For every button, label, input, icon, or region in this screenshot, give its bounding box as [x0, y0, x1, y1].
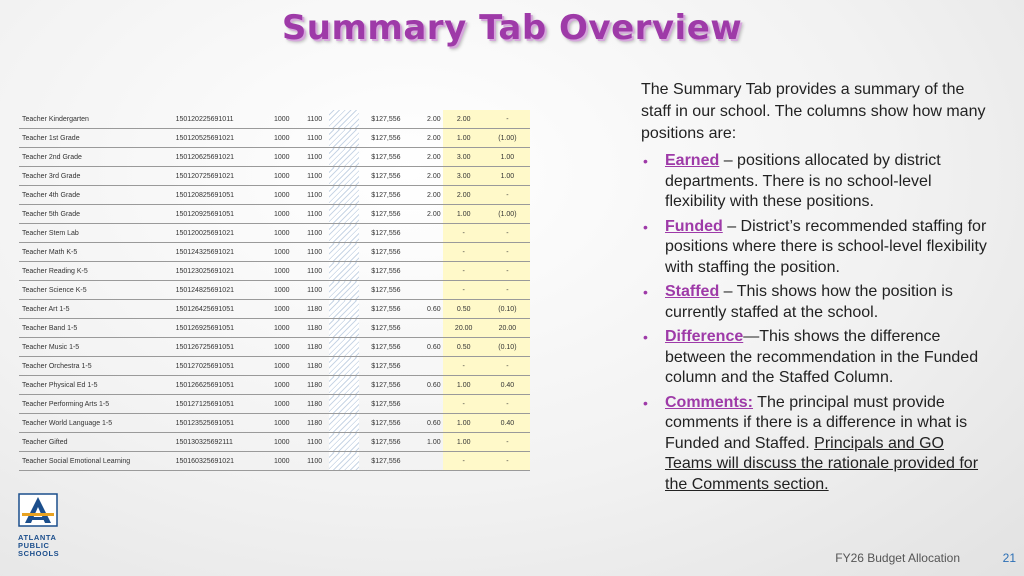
cell-hatch	[329, 452, 359, 471]
cell-name: Teacher 5th Grade	[19, 205, 173, 224]
cell-obj: 1180	[304, 300, 329, 319]
cell-earned: 0.60	[420, 414, 443, 433]
cell-code: 150126925691051	[173, 319, 271, 338]
cell-fund: 1000	[271, 452, 304, 471]
cell-funded: 3.00	[443, 148, 485, 167]
cell-staffed: -	[485, 395, 530, 414]
footer-label: FY26 Budget Allocation	[835, 551, 960, 565]
cell-obj: 1100	[304, 433, 329, 452]
cell-obj: 1180	[304, 338, 329, 357]
cell-hatch	[329, 281, 359, 300]
bullet-term: Staffed	[665, 283, 720, 300]
bullet-underlined-text: Principals and GO Teams will discuss the rationale provided for the Comments section.	[665, 434, 979, 493]
cell-staffed: 0.40	[485, 414, 530, 433]
table-row	[19, 433, 530, 452]
cell-staffed: -	[485, 262, 530, 281]
cell-fund: 1000	[271, 395, 304, 414]
cell-earned	[420, 281, 443, 300]
table-row	[19, 205, 530, 224]
cell-fund: 1000	[271, 300, 304, 319]
cell-code: 150123525691051	[173, 414, 271, 433]
cell-hatch	[329, 262, 359, 281]
cell-obj: 1100	[304, 224, 329, 243]
cell-hatch	[329, 243, 359, 262]
cell-amount: $127,556	[359, 224, 419, 243]
cell-code: 150120925691051	[173, 205, 271, 224]
cell-code: 150123025691021	[173, 262, 271, 281]
cell-hatch	[329, 167, 359, 186]
cell-name: Teacher Kindergarten	[19, 110, 173, 129]
cell-staffed: (0.10)	[485, 300, 530, 319]
cell-staffed: -	[485, 243, 530, 262]
cell-staffed: 0.40	[485, 376, 530, 395]
table-row	[19, 452, 530, 471]
cell-earned	[420, 262, 443, 281]
cell-amount: $127,556	[359, 262, 419, 281]
cell-name: Teacher Reading K-5	[19, 262, 173, 281]
cell-funded: -	[443, 395, 485, 414]
cell-funded: 1.00	[443, 433, 485, 452]
cell-code: 150120525691021	[173, 129, 271, 148]
cell-earned	[420, 224, 443, 243]
cell-staffed: -	[485, 186, 530, 205]
cell-hatch	[329, 186, 359, 205]
cell-earned: 1.00	[420, 433, 443, 452]
table-row	[19, 338, 530, 357]
description-bullet	[641, 393, 991, 496]
cell-earned	[420, 452, 443, 471]
table-row	[19, 319, 530, 338]
cell-earned	[420, 319, 443, 338]
cell-hatch	[329, 414, 359, 433]
cell-fund: 1000	[271, 224, 304, 243]
cell-earned: 0.60	[420, 338, 443, 357]
cell-hatch	[329, 395, 359, 414]
cell-fund: 1000	[271, 167, 304, 186]
cell-amount: $127,556	[359, 414, 419, 433]
cell-staffed: -	[485, 110, 530, 129]
cell-earned: 2.00	[420, 186, 443, 205]
cell-obj: 1100	[304, 110, 329, 129]
cell-funded: -	[443, 262, 485, 281]
table-row	[19, 224, 530, 243]
cell-name: Teacher Math K-5	[19, 243, 173, 262]
cell-earned	[420, 395, 443, 414]
table-row	[19, 167, 530, 186]
cell-hatch	[329, 376, 359, 395]
cell-funded: 1.00	[443, 376, 485, 395]
cell-fund: 1000	[271, 148, 304, 167]
summary-table	[19, 110, 530, 471]
cell-obj: 1100	[304, 243, 329, 262]
cell-staffed: (1.00)	[485, 205, 530, 224]
cell-funded: 3.00	[443, 167, 485, 186]
cell-staffed: -	[485, 452, 530, 471]
cell-funded: -	[443, 452, 485, 471]
cell-name: Teacher Band 1-5	[19, 319, 173, 338]
cell-code: 150120825691051	[173, 186, 271, 205]
cell-earned: 0.60	[420, 300, 443, 319]
cell-name: Teacher Physical Ed 1-5	[19, 376, 173, 395]
cell-fund: 1000	[271, 186, 304, 205]
cell-hatch	[329, 300, 359, 319]
bullet-term: Funded	[665, 217, 723, 235]
cell-obj: 1180	[304, 319, 329, 338]
cell-name: Teacher Stem Lab	[19, 224, 173, 243]
bullet-dot: •	[643, 284, 648, 300]
cell-hatch	[329, 110, 359, 129]
cell-amount: $127,556	[359, 167, 419, 186]
cell-fund: 1000	[271, 110, 304, 129]
cell-staffed: -	[485, 357, 530, 376]
description-bullet	[641, 282, 991, 323]
cell-funded: -	[443, 357, 485, 376]
description-panel	[641, 79, 991, 499]
table-row	[19, 243, 530, 262]
cell-staffed: 1.00	[485, 148, 530, 167]
cell-hatch	[329, 129, 359, 148]
cell-staffed: (0.10)	[485, 338, 530, 357]
bullet-text: – District’s recommended staffing for positions where there is school-level flexibility with staffing the position.	[665, 217, 987, 276]
cell-fund: 1000	[271, 129, 304, 148]
cell-hatch	[329, 319, 359, 338]
cell-code: 150120625691021	[173, 148, 271, 167]
table-row	[19, 357, 530, 376]
page-number: 21	[1002, 551, 1016, 565]
cell-fund: 1000	[271, 338, 304, 357]
cell-amount: $127,556	[359, 338, 419, 357]
cell-hatch	[329, 338, 359, 357]
bullet-dot: •	[643, 329, 648, 345]
cell-code: 150124325691021	[173, 243, 271, 262]
cell-amount: $127,556	[359, 300, 419, 319]
cell-amount: $127,556	[359, 129, 419, 148]
cell-name: Teacher 1st Grade	[19, 129, 173, 148]
cell-obj: 1180	[304, 414, 329, 433]
description-bullets	[641, 151, 991, 495]
cell-name: Teacher Performing Arts 1-5	[19, 395, 173, 414]
cell-code: 150160325691021	[173, 452, 271, 471]
cell-fund: 1000	[271, 262, 304, 281]
cell-obj: 1180	[304, 376, 329, 395]
cell-amount: $127,556	[359, 319, 419, 338]
cell-staffed: -	[485, 281, 530, 300]
bullet-text: The principal must provide comments if there is a difference in what is Funded and Staffed.	[665, 393, 968, 452]
slide-title: Summary Tab Overview	[281, 8, 743, 48]
cell-name: Teacher 2nd Grade	[19, 148, 173, 167]
cell-fund: 1000	[271, 357, 304, 376]
cell-funded: 0.50	[443, 300, 485, 319]
cell-amount: $127,556	[359, 281, 419, 300]
table-row	[19, 414, 530, 433]
table-row	[19, 376, 530, 395]
bullet-dot: •	[643, 394, 648, 411]
cell-obj: 1100	[304, 129, 329, 148]
logo-line-1: ATLANTA	[18, 533, 57, 542]
table-row	[19, 148, 530, 167]
table-row	[19, 262, 530, 281]
cell-code: 150130325692111	[173, 433, 271, 452]
bullet-term: Comments:	[665, 393, 754, 411]
bullet-text: —This shows the difference between the recommendation in the Funded column and the Staffed Column.	[665, 328, 979, 386]
cell-amount: $127,556	[359, 186, 419, 205]
cell-name: Teacher Gifted	[19, 433, 173, 452]
table-row	[19, 186, 530, 205]
bullet-text: – positions allocated by district departments. There is no school-level flexibility with these positions.	[665, 152, 941, 210]
cell-code: 150126425691051	[173, 300, 271, 319]
cell-amount: $127,556	[359, 452, 419, 471]
cell-amount: $127,556	[359, 110, 419, 129]
cell-amount: $127,556	[359, 243, 419, 262]
cell-obj: 1100	[304, 186, 329, 205]
cell-obj: 1100	[304, 148, 329, 167]
cell-hatch	[329, 433, 359, 452]
bullet-dot: •	[643, 153, 648, 169]
cell-amount: $127,556	[359, 357, 419, 376]
cell-obj: 1180	[304, 357, 329, 376]
cell-fund: 1000	[271, 319, 304, 338]
cell-name: Teacher 3rd Grade	[19, 167, 173, 186]
bullet-term: Difference	[665, 328, 744, 345]
cell-funded: 0.50	[443, 338, 485, 357]
cell-hatch	[329, 148, 359, 167]
bullet-dot: •	[643, 218, 648, 235]
cell-funded: 20.00	[443, 319, 485, 338]
table-row	[19, 129, 530, 148]
cell-earned: 2.00	[420, 129, 443, 148]
description-bullet	[641, 151, 991, 213]
cell-hatch	[329, 357, 359, 376]
cell-name: Teacher Orchestra 1-5	[19, 357, 173, 376]
cell-fund: 1000	[271, 205, 304, 224]
bullet-text: – This shows how the position is currently staffed at the school.	[665, 283, 953, 321]
cell-staffed: 1.00	[485, 167, 530, 186]
cell-code: 150120025691021	[173, 224, 271, 243]
cell-obj: 1180	[304, 395, 329, 414]
cell-amount: $127,556	[359, 433, 419, 452]
cell-code: 150127125691051	[173, 395, 271, 414]
aps-logo	[18, 493, 60, 558]
cell-amount: $127,556	[359, 205, 419, 224]
cell-obj: 1100	[304, 205, 329, 224]
cell-hatch	[329, 224, 359, 243]
table-row	[19, 281, 530, 300]
description-bullet	[641, 327, 991, 389]
cell-fund: 1000	[271, 376, 304, 395]
cell-code: 150127025691051	[173, 357, 271, 376]
cell-funded: -	[443, 224, 485, 243]
cell-earned	[420, 243, 443, 262]
cell-funded: 1.00	[443, 414, 485, 433]
cell-earned: 2.00	[420, 205, 443, 224]
cell-fund: 1000	[271, 414, 304, 433]
cell-earned: 2.00	[420, 148, 443, 167]
summary-table-body	[19, 110, 530, 471]
cell-name: Teacher 4th Grade	[19, 186, 173, 205]
cell-amount: $127,556	[359, 148, 419, 167]
cell-code: 150124825691021	[173, 281, 271, 300]
cell-hatch	[329, 205, 359, 224]
cell-earned: 2.00	[420, 167, 443, 186]
cell-amount: $127,556	[359, 395, 419, 414]
cell-code: 150126625691051	[173, 376, 271, 395]
logo-line-2: PUBLIC	[18, 541, 50, 550]
atlanta-a-logo-icon	[18, 493, 58, 527]
cell-fund: 1000	[271, 433, 304, 452]
cell-staffed: -	[485, 433, 530, 452]
cell-earned: 0.60	[420, 376, 443, 395]
cell-funded: -	[443, 281, 485, 300]
cell-staffed: (1.00)	[485, 129, 530, 148]
cell-staffed: 20.00	[485, 319, 530, 338]
table-row	[19, 395, 530, 414]
cell-obj: 1100	[304, 262, 329, 281]
cell-funded: 1.00	[443, 129, 485, 148]
logo-line-3: SCHOOLS	[18, 549, 60, 558]
cell-code: 150126725691051	[173, 338, 271, 357]
cell-name: Teacher World Language 1-5	[19, 414, 173, 433]
description-intro: The Summary Tab provides a summary of the staff in our school. The columns show how many positions are:	[641, 81, 986, 142]
cell-name: Teacher Science K-5	[19, 281, 173, 300]
cell-obj: 1100	[304, 281, 329, 300]
cell-funded: 2.00	[443, 110, 485, 129]
cell-name: Teacher Music 1-5	[19, 338, 173, 357]
table-row	[19, 300, 530, 319]
cell-name: Teacher Social Emotional Learning	[19, 452, 173, 471]
cell-obj: 1100	[304, 452, 329, 471]
cell-obj: 1100	[304, 167, 329, 186]
cell-funded: -	[443, 243, 485, 262]
table-row	[19, 110, 530, 129]
cell-name: Teacher Art 1-5	[19, 300, 173, 319]
cell-amount: $127,556	[359, 376, 419, 395]
bullet-term: Earned	[665, 152, 720, 169]
cell-earned: 2.00	[420, 110, 443, 129]
description-bullet	[641, 217, 991, 279]
cell-funded: 2.00	[443, 186, 485, 205]
cell-staffed: -	[485, 224, 530, 243]
cell-earned	[420, 357, 443, 376]
cell-funded: 1.00	[443, 205, 485, 224]
cell-fund: 1000	[271, 243, 304, 262]
cell-fund: 1000	[271, 281, 304, 300]
cell-code: 150120225691011	[173, 110, 271, 129]
cell-code: 150120725691021	[173, 167, 271, 186]
